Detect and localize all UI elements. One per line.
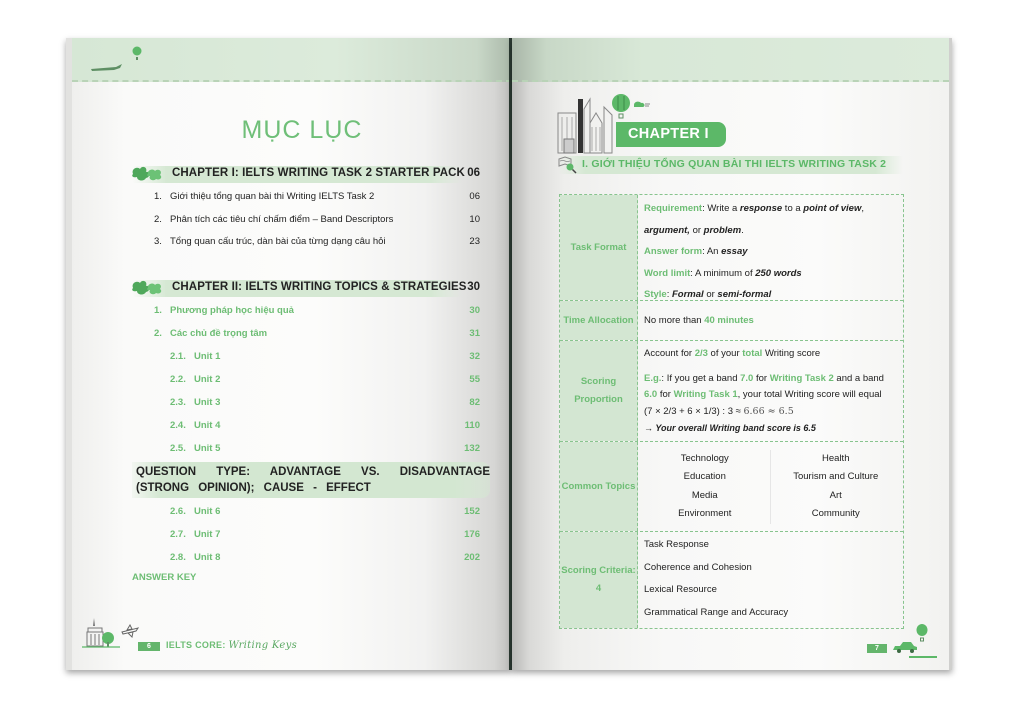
page-footer	[859, 624, 939, 664]
item-page-number: 06	[469, 191, 480, 202]
book-brand	[166, 640, 297, 651]
header-band	[512, 38, 949, 82]
item-number: 1.	[154, 305, 162, 316]
conclusion-line: → Your overall Writing band score is 6.5	[644, 423, 816, 433]
chapter-title: CHAPTER II: IELTS WRITING TOPICS & STRATEGIES	[172, 281, 467, 293]
item-page-number: 32	[469, 351, 480, 362]
item-label: Unit 3	[194, 397, 221, 408]
item-number: 2.1.	[170, 351, 186, 362]
toc-item[interactable]	[154, 191, 480, 202]
topic-item: Technology	[640, 450, 771, 469]
item-page-number: 23	[469, 236, 480, 247]
example-text: E.g.: If you get a band 7.0 for Writing Task 2 and a band 6.0 for Writing Task 1, your total Writing score will equal	[644, 372, 884, 400]
toc-unit-item[interactable]	[170, 552, 480, 563]
toc-unit-item[interactable]	[170, 397, 480, 408]
item-label: Unit 8	[194, 552, 221, 563]
answer-form-line: Answer form: An essay	[644, 246, 748, 257]
question-type-text: QUESTION TYPE: ADVANTAGE VS. DISADVANTAGE (STRONG OPINION); CAUSE - EFFECT	[136, 466, 490, 494]
table-row-scoring-proportion	[560, 341, 903, 442]
item-number: 2.2.	[170, 374, 186, 385]
brand-name: IELTS CORE:	[166, 640, 226, 650]
item-page-number: 31	[469, 328, 480, 339]
magnifier-map-icon	[558, 156, 578, 174]
toc-item[interactable]	[154, 305, 480, 316]
chapter-title: CHAPTER I: IELTS WRITING TASK 2 STARTER PACK	[172, 167, 465, 179]
hot-air-balloon-icon	[132, 46, 142, 68]
item-label: Unit 2	[194, 374, 221, 385]
row-value	[638, 442, 903, 531]
row-value	[638, 195, 903, 300]
toc-unit-item[interactable]	[170, 420, 480, 431]
criterion-item: Lexical Resource	[644, 584, 717, 595]
item-number: 1.	[154, 191, 162, 202]
item-page-number: 132	[464, 443, 480, 454]
item-number: 2.5.	[170, 443, 186, 454]
item-label: Phương pháp học hiệu quả	[170, 305, 294, 316]
item-label: Unit 1	[194, 351, 221, 362]
item-number: 2.7.	[170, 529, 186, 540]
hot-air-balloon-icon	[915, 624, 929, 646]
item-number: 3.	[154, 236, 162, 247]
page-footer	[82, 616, 302, 656]
airplane-icon	[120, 624, 140, 638]
row-value: No more than 40 minutes	[644, 314, 754, 326]
table-row-scoring-criteria	[560, 532, 903, 628]
item-number: 2.6.	[170, 506, 186, 517]
criterion-item: Grammatical Range and Accuracy	[644, 606, 789, 618]
item-label: Unit 7	[194, 529, 221, 540]
building-tower-icon	[82, 616, 122, 652]
item-number: 2.3.	[170, 397, 186, 408]
chapter-badge: CHAPTER I	[616, 122, 726, 147]
toc-unit-item[interactable]	[170, 443, 480, 454]
item-page-number: 82	[469, 397, 480, 408]
topic-item: Tourism and Culture	[793, 471, 879, 482]
item-number: 2.8.	[170, 552, 186, 563]
toc-chapter-1[interactable]	[132, 166, 480, 183]
topics-grid	[640, 450, 901, 524]
toc-item[interactable]	[154, 236, 480, 247]
item-page-number: 176	[464, 529, 480, 540]
toc-item[interactable]	[154, 214, 480, 225]
row-header: Time Allocation	[560, 301, 638, 340]
chapter-page-number: 06	[467, 167, 480, 179]
header-band	[72, 38, 512, 82]
item-label: Tổng quan cấu trúc, dàn bài của từng dạng câu hỏi	[170, 236, 386, 247]
row-header: Scoring Criteria: 4	[560, 532, 638, 628]
section-heading	[558, 156, 903, 174]
toc-item[interactable]	[154, 328, 480, 339]
style-line: Style: Formal or semi-formal	[644, 289, 772, 300]
toc-unit-item[interactable]	[170, 374, 480, 385]
topic-item: Community	[811, 508, 860, 519]
leaf-cluster-icon	[130, 279, 166, 297]
toc-unit-item[interactable]	[170, 506, 480, 517]
page-title: MỤC LỤC	[241, 116, 363, 144]
question-type-heading	[132, 462, 490, 498]
proportion-line: Account for 2/3 of your total Writing score	[644, 348, 821, 359]
topic-item: Art	[829, 489, 842, 501]
item-label: Giới thiệu tổng quan bài thi Writing IELTS Task 2	[170, 191, 375, 202]
formula-line: (7 × 2/3 + 6 × 1/3) : 3 ≈ 6.66 ≈ 6.5	[644, 405, 794, 417]
item-number: 2.4.	[170, 420, 186, 431]
left-page-table-of-contents	[66, 38, 512, 670]
criterion-item: Task Response	[644, 539, 709, 550]
table-row-time-allocation	[560, 301, 903, 341]
item-label: Unit 5	[194, 443, 221, 454]
exam-overview-table	[559, 194, 904, 629]
page-number-badge: 7	[867, 644, 887, 653]
row-header: Scoring Proportion	[560, 341, 638, 441]
item-page-number: 55	[469, 374, 480, 385]
item-page-number: 110	[464, 420, 480, 431]
right-page-chapter-1	[512, 38, 952, 670]
item-page-number: 10	[469, 214, 480, 225]
toc-chapter-2[interactable]	[132, 280, 480, 297]
row-value	[638, 341, 903, 441]
row-header: Task Format	[560, 195, 638, 300]
row-header: Common Topics	[560, 442, 638, 531]
toc-unit-item[interactable]	[170, 529, 480, 540]
airplane-icon	[90, 62, 124, 72]
topic-item: Education	[640, 468, 771, 487]
chapter-page-number: 30	[467, 281, 480, 293]
topic-item: Environment	[640, 505, 771, 524]
row-value	[638, 532, 903, 628]
ground-line	[909, 656, 937, 658]
topic-item: Media	[640, 487, 771, 506]
section-title-text: I. GIỚI THIỆU TỔNG QUAN BÀI THI IELTS WRITING TASK 2	[582, 158, 887, 170]
toc-unit-item[interactable]	[170, 351, 480, 362]
word-limit-line: Word limit: A minimum of 250 words	[644, 267, 802, 279]
criterion-item: Coherence and Cohesion	[644, 561, 752, 573]
topic-item: Health	[822, 452, 850, 464]
brand-script: Writing Keys	[228, 640, 297, 651]
item-page-number: 202	[464, 552, 480, 563]
item-number: 2.	[154, 328, 162, 339]
table-row-common-topics	[560, 442, 903, 532]
toc-answer-key[interactable]: ANSWER KEY	[132, 572, 197, 583]
item-number: 2.	[154, 214, 162, 225]
leaf-cluster-icon	[130, 165, 166, 183]
item-page-number: 152	[464, 506, 480, 517]
item-label: Các chủ đề trọng tâm	[170, 328, 268, 339]
table-row-task-format	[560, 195, 903, 301]
item-label: Unit 4	[194, 420, 221, 431]
item-label: Phân tích các tiêu chí chấm điểm – Band Descriptors	[170, 214, 394, 225]
page-number-badge: 6	[138, 642, 160, 651]
item-label: Unit 6	[194, 506, 221, 517]
requirement-line: Requirement: Write a response to a point of view, argument, or problem.	[644, 203, 864, 236]
item-page-number: 30	[469, 305, 480, 316]
